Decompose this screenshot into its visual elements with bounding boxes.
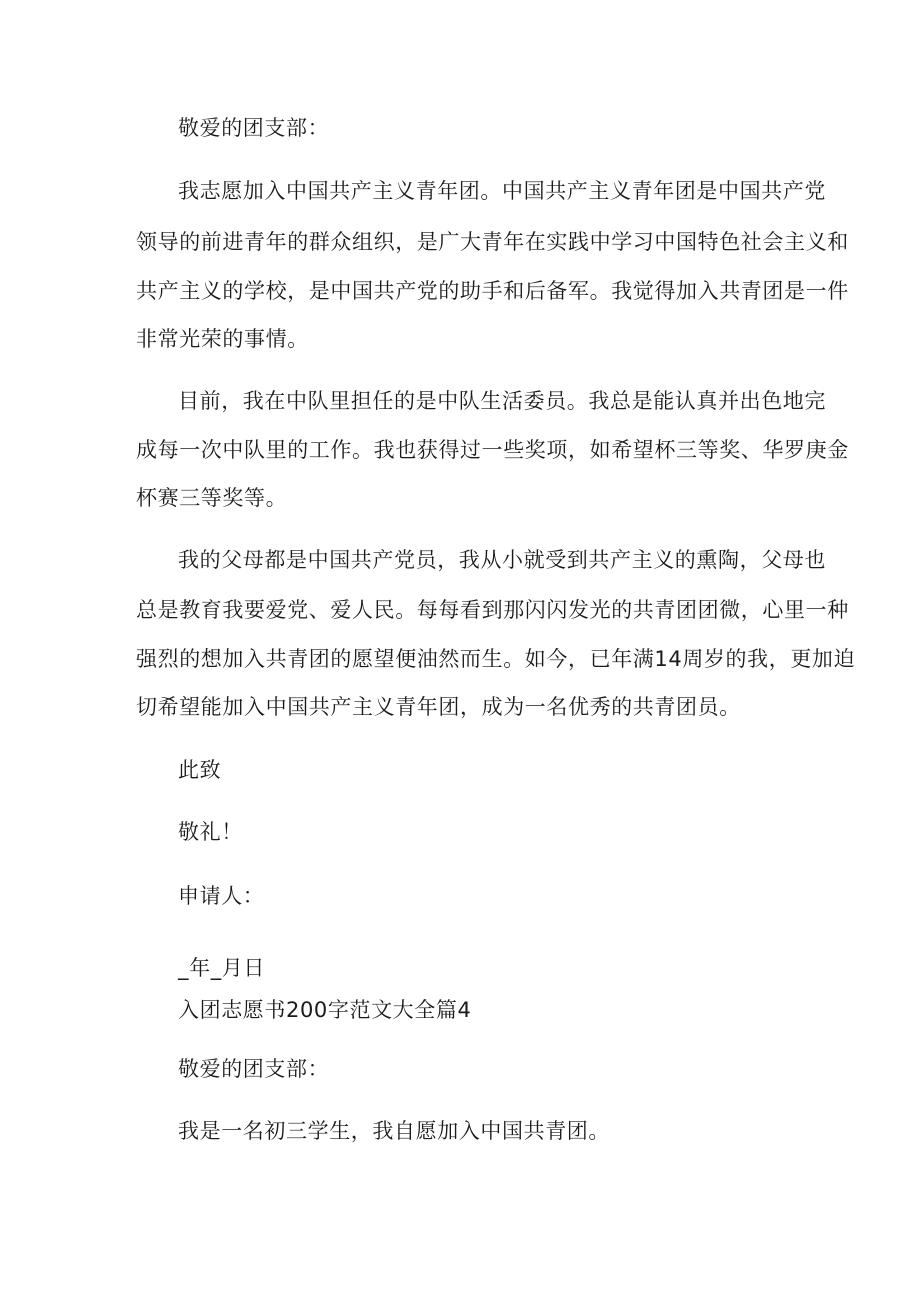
paragraph-1-line-2: 领导的前进青年的群众组织，是广大青年在实践中学习中国特色社会主义和 xyxy=(136,230,849,254)
paragraph-2-line-2: 成每一次中队里的工作。我也获得过一些奖项，如希望杯三等奖、华罗庚金 xyxy=(136,438,849,462)
closing-jingli: 敬礼！ xyxy=(178,820,243,844)
paragraph-3-line-3: 强烈的想加入共青团的愿望便油然而生。如今，已年满14周岁的我，更加迫 xyxy=(136,647,856,671)
paragraph-3-line-4: 切希望能加入中国共产主义青年团，成为一名优秀的共青团员。 xyxy=(136,695,741,719)
paragraph-2-line-3: 杯赛三等奖等。 xyxy=(136,486,288,510)
paragraph-3-line-2: 总是教育我要爱党、爱人民。每每看到那闪闪发光的共青团团微，心里一种 xyxy=(136,598,849,622)
paragraph-2-line-1: 目前，我在中队里担任的是中队生活委员。我总是能认真并出色地完 xyxy=(178,389,826,413)
date-line: _年_月日 xyxy=(178,956,265,980)
paragraph-3-line-1: 我的父母都是中国共产党员，我从小就受到共产主义的熏陶，父母也 xyxy=(178,548,826,572)
salutation-2: 敬爱的团支部： xyxy=(178,1057,330,1081)
paragraph-1-line-3: 共产主义的学校，是中国共产党的助手和后备军。我觉得加入共青团是一件 xyxy=(136,279,849,303)
paragraph-4: 我是一名初三学生，我自愿加入中国共青团。 xyxy=(178,1119,610,1143)
salutation: 敬爱的团支部： xyxy=(178,116,330,140)
applicant-label: 申请人： xyxy=(178,884,265,908)
paragraph-1-line-1: 我志愿加入中国共产主义青年团。中国共产主义青年团是中国共产党 xyxy=(178,179,826,203)
section-title: 入团志愿书200字范文大全篇4 xyxy=(178,998,472,1022)
paragraph-1-line-4: 非常光荣的事情。 xyxy=(136,327,309,351)
closing-cizhi: 此致 xyxy=(178,758,222,782)
